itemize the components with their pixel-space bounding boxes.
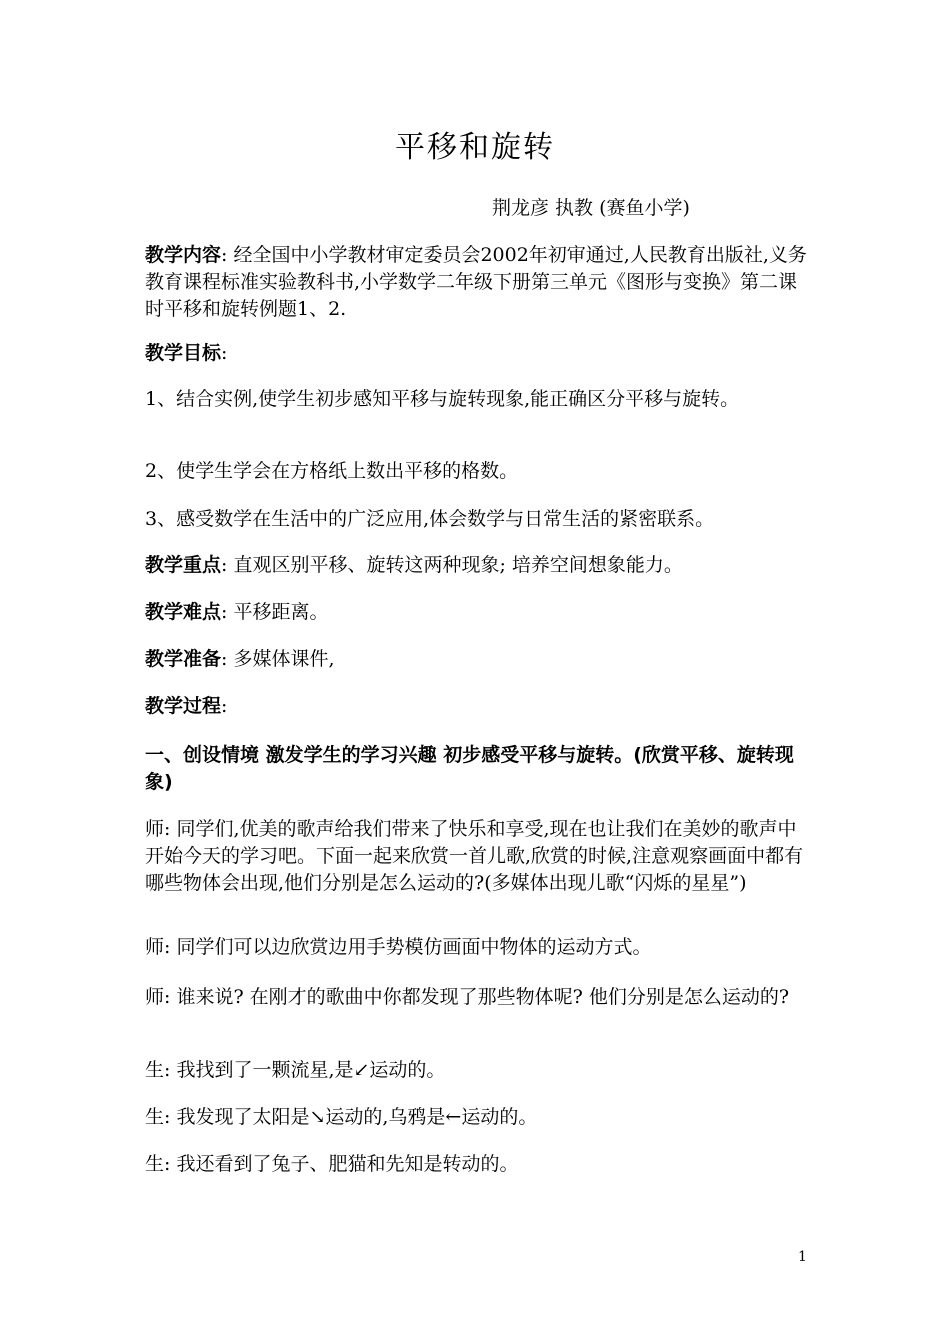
difficulties-label: 教学难点 [145, 601, 222, 623]
key-points-text: : 直观区别平移、旋转这两种现象; 培养空间想象能力。 [221, 554, 683, 576]
process-heading [145, 693, 815, 720]
dialogue-line: 师: 同学们,优美的歌声给我们带来了快乐和享受,现在也让我们在美妙的歌声中开始今天的学习吧。下面一起来欣赏一首儿歌,欣赏的时候,注意观察画面中都有哪些物体会出现,他们分别是怎么运动的?(多媒体出现儿歌“闪烁的星星”) [145, 818, 804, 894]
teaching-content-label: 教学内容 [145, 244, 222, 266]
teaching-objectives-heading [145, 340, 815, 367]
objective-item: 1、结合实例,使学生初步感知平移与旋转现象,能正确区分平移与旋转。 [145, 388, 740, 410]
teaching-objectives-colon: : [221, 342, 228, 364]
dialogue-line: 生: 我还看到了兔子、肥猫和先知是转动的。 [145, 1153, 519, 1175]
objective-item: 2、使学生学会在方格纸上数出平移的格数。 [145, 460, 519, 482]
preparation-paragraph [145, 646, 815, 673]
teaching-content-paragraph [145, 242, 815, 323]
process-label: 教学过程 [145, 695, 222, 717]
process-colon: : [221, 695, 228, 717]
preparation-label: 教学准备 [145, 648, 222, 670]
difficulties-text: : 平移距离。 [221, 601, 329, 623]
author-line: 荆龙彦 执教 (赛鱼小学) [492, 197, 690, 219]
dialogue-line: 师: 同学们可以边欣赏边用手势模仿画面中物体的运动方式。 [145, 936, 652, 958]
page-number: 1 [798, 1249, 807, 1265]
teaching-objectives-label: 教学目标 [145, 342, 222, 364]
preparation-text: : 多媒体课件, [221, 648, 335, 670]
difficulties-paragraph [145, 599, 815, 626]
step-one-heading: 一、创设情境 激发学生的学习兴趣 初步感受平移与旋转。(欣赏平移、旋转现象) [145, 744, 794, 793]
dialogue-line: 师: 谁来说? 在刚才的歌曲中你都发现了那些物体呢? 他们分别是怎么运动的? [145, 986, 790, 1008]
document-title: 平移和旋转 [395, 130, 555, 165]
dialogue-line: 生: 我发现了太阳是↘运动的,乌鸦是←运动的。 [145, 1106, 538, 1128]
key-points-paragraph [145, 552, 815, 579]
objective-item: 3、感受数学在生活中的广泛应用,体会数学与日常生活的紧密联系。 [145, 508, 715, 530]
key-points-label: 教学重点 [145, 554, 222, 576]
dialogue-line: 生: 我找到了一颗流星,是↙运动的。 [145, 1059, 446, 1081]
teaching-content-text: : 经全国中小学教材审定委员会2002年初审通过,人民教育出版社,义务教育课程标准实验教科书,小学数学二年级下册第三单元《图形与变换》第二课时平移和旋转例题1、2. [145, 244, 807, 320]
